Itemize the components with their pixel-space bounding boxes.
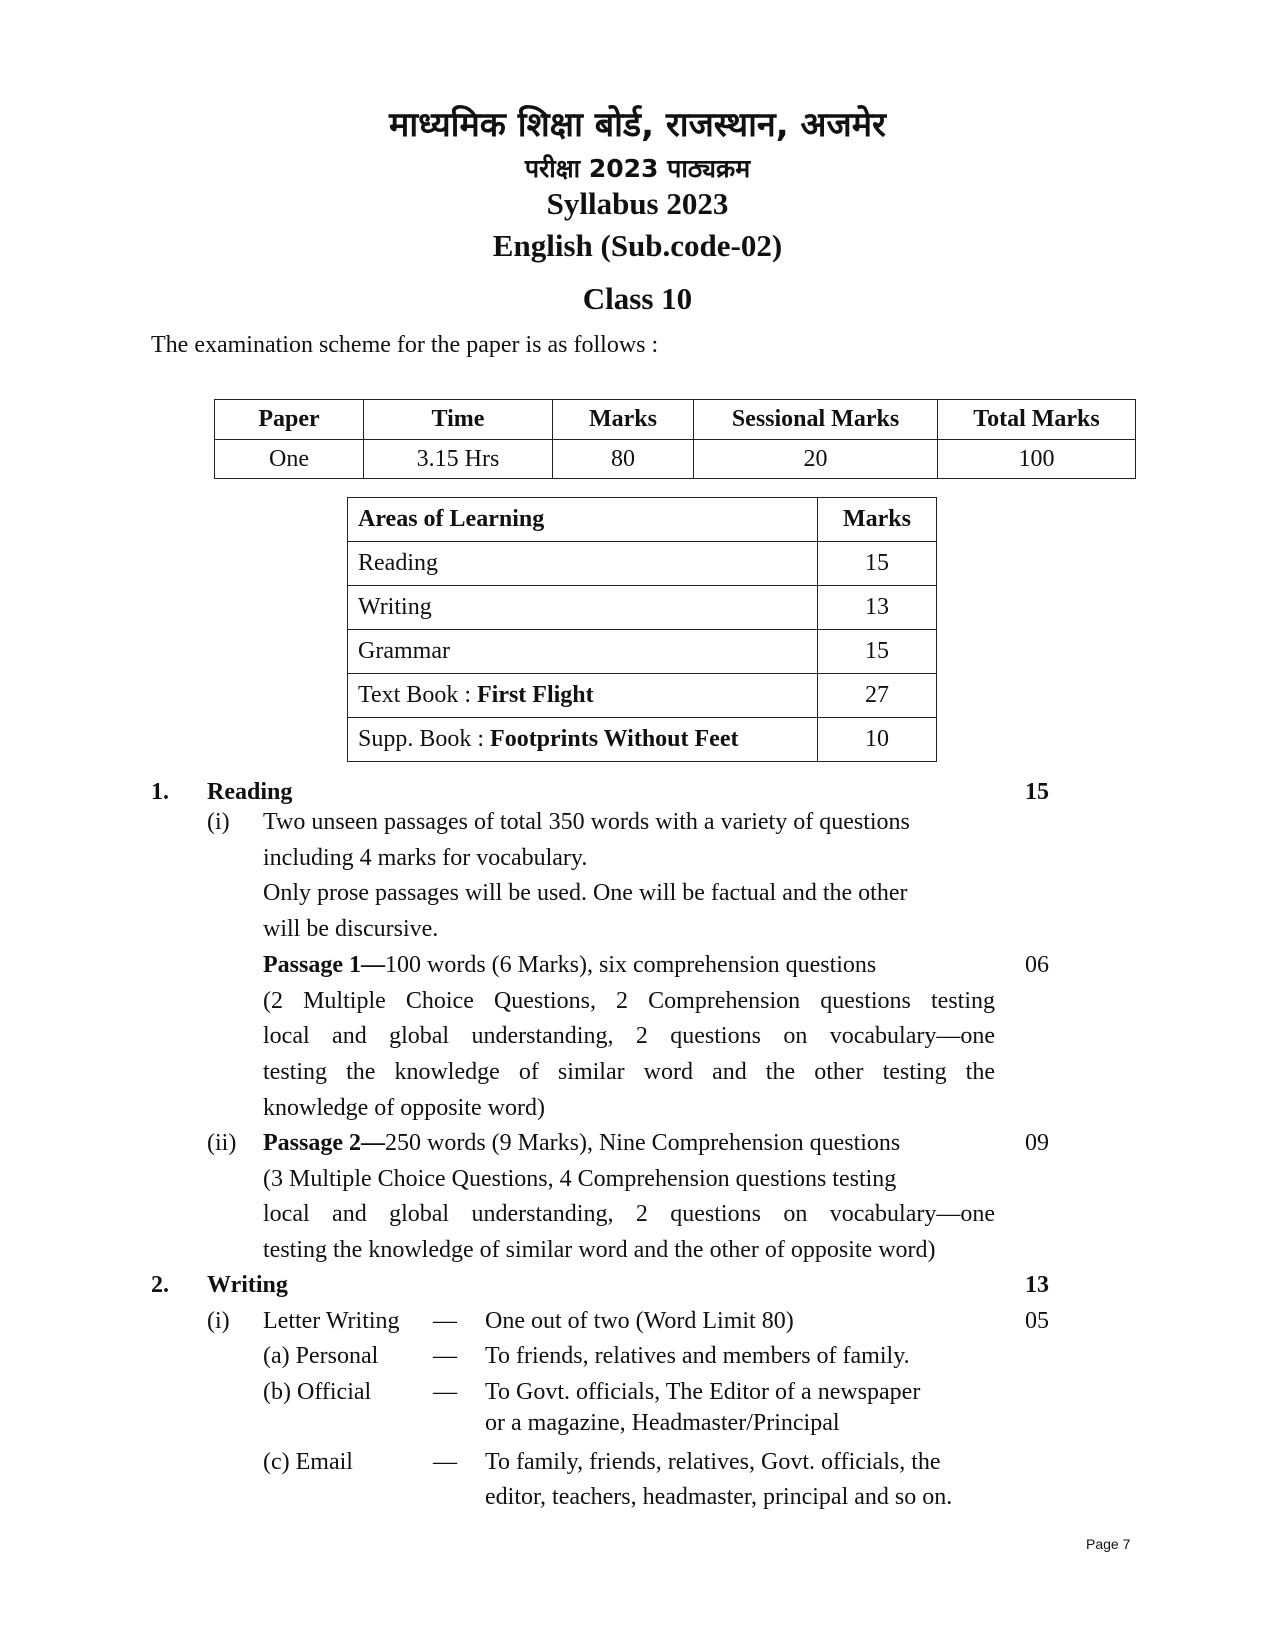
text-line: local and global understanding, 2 questions on vocabulary—one xyxy=(263,1023,995,1049)
exam-scheme-table xyxy=(214,399,1136,479)
item-marks: 05 xyxy=(1025,1308,1049,1334)
text-line: local and global understanding, 2 questions on vocabulary—one xyxy=(263,1201,995,1227)
text-line: Two unseen passages of total 350 words with a variety of questions xyxy=(263,809,910,835)
text-line: (3 Multiple Choice Questions, 4 Comprehension questions testing xyxy=(263,1166,897,1192)
text-line: To family, friends, relatives, Govt. officials, the xyxy=(485,1449,941,1475)
area-label: Reading xyxy=(358,550,438,576)
area-marks: 10 xyxy=(818,718,937,762)
passage-label: Passage 2— xyxy=(263,1130,385,1156)
col-header-total-marks: Total Marks xyxy=(938,400,1136,440)
cell-sessional-marks: 20 xyxy=(694,440,938,479)
book-title: Footprints Without Feet xyxy=(490,726,739,752)
item-marks: 09 xyxy=(1025,1130,1049,1156)
area-label: Writing xyxy=(358,594,432,620)
passage-label: Passage 1— xyxy=(263,952,385,978)
text-line: including 4 marks for vocabulary. xyxy=(263,845,588,871)
text-line: will be discursive. xyxy=(263,916,439,942)
text-line: or a magazine, Headmaster/Principal xyxy=(485,1410,840,1436)
item-label: (i) xyxy=(207,1308,230,1334)
col-header-sessional-marks: Sessional Marks xyxy=(694,400,938,440)
cell-marks: 80 xyxy=(553,440,694,479)
class-title: Class 10 xyxy=(582,281,693,316)
col-header-area: Areas of Learning xyxy=(348,498,818,542)
area-label: Supp. Book : xyxy=(358,726,491,752)
dash: — xyxy=(433,1308,457,1334)
text-line: (2 Multiple Choice Questions, 2 Comprehension questions testing xyxy=(263,988,995,1014)
syllabus-title: Syllabus 2023 xyxy=(546,186,729,221)
section-number: 2. xyxy=(151,1272,169,1298)
col-header-marks: Marks xyxy=(818,498,937,542)
text-line: testing the knowledge of similar word and the other testing the xyxy=(263,1059,995,1085)
col-header-marks: Marks xyxy=(553,400,694,440)
cell-paper: One xyxy=(215,440,364,479)
cell-time: 3.15 Hrs xyxy=(364,440,553,479)
subject-title: English (Sub.code-02) xyxy=(492,228,783,263)
section-marks: 15 xyxy=(1025,779,1049,805)
intro-text: The examination scheme for the paper is as follows : xyxy=(151,332,659,358)
item-marks: 06 xyxy=(1025,952,1049,978)
text-line: knowledge of opposite word) xyxy=(263,1095,545,1121)
section-marks: 13 xyxy=(1025,1272,1049,1298)
item-label: (ii) xyxy=(207,1130,237,1156)
area-marks: 15 xyxy=(818,630,937,674)
table-row xyxy=(348,542,937,586)
area-label: Grammar xyxy=(358,638,450,664)
table-row xyxy=(348,586,937,630)
item-label: (i) xyxy=(207,809,230,835)
book-title: First Flight xyxy=(476,682,594,708)
table-row xyxy=(348,674,937,718)
col-header-time: Time xyxy=(364,400,553,440)
page-number: Page 7 xyxy=(1086,1536,1131,1552)
areas-of-learning-table xyxy=(347,497,937,762)
area-marks: 15 xyxy=(818,542,937,586)
letter-writing-label: Letter Writing xyxy=(263,1308,400,1334)
letter-type-official: (b) Official xyxy=(263,1379,372,1405)
area-label: Text Book : xyxy=(358,682,477,708)
text-line: testing the knowledge of similar word and the other of opposite word) xyxy=(263,1237,936,1263)
col-header-paper: Paper xyxy=(215,400,364,440)
text-line: 250 words (9 Marks), Nine Comprehension questions xyxy=(385,1130,901,1156)
dash: — xyxy=(433,1379,457,1405)
area-marks: 27 xyxy=(818,674,937,718)
letter-type-email: (c) Email xyxy=(263,1449,353,1475)
cell-total-marks: 100 xyxy=(938,440,1136,479)
text-line: 100 words (6 Marks), six comprehension questions xyxy=(385,952,877,978)
area-marks: 13 xyxy=(818,586,937,630)
text-line: editor, teachers, headmaster, principal and so on. xyxy=(485,1484,953,1510)
dash: — xyxy=(433,1343,457,1369)
section-number: 1. xyxy=(151,779,169,805)
table-row xyxy=(215,440,1136,479)
table-row xyxy=(348,630,937,674)
text-line: To friends, relatives and members of family. xyxy=(485,1343,910,1369)
section-title-writing: Writing xyxy=(207,1272,288,1298)
section-title-reading: Reading xyxy=(207,779,293,805)
letter-type-personal: (a) Personal xyxy=(263,1343,379,1369)
text-line: Only prose passages will be used. One will be factual and the other xyxy=(263,880,908,906)
dash: — xyxy=(433,1449,457,1475)
table-row xyxy=(348,718,937,762)
board-title-hindi: माध्यमिक शिक्षा बोर्ड, राजस्थान, अजमेर xyxy=(389,105,886,145)
text-line: To Govt. officials, The Editor of a newspaper xyxy=(485,1379,921,1405)
exam-syllabus-hindi: परीक्षा 2023 पाठ्यक्रम xyxy=(524,154,751,183)
text-line: One out of two (Word Limit 80) xyxy=(485,1308,794,1334)
